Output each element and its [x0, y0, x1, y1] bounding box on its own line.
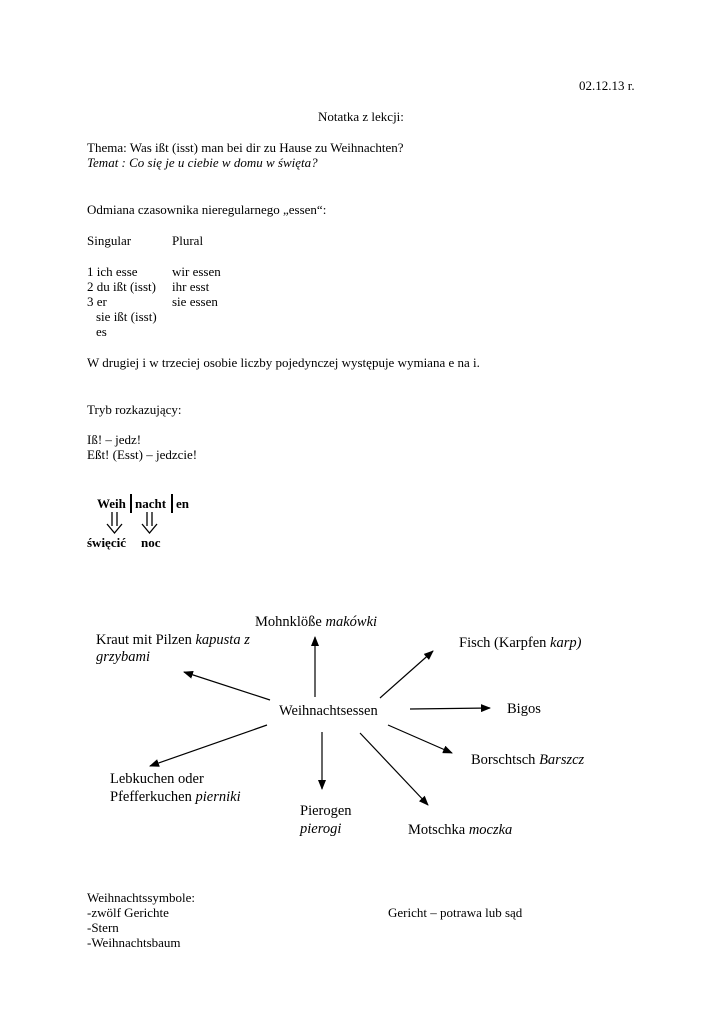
topic-polish: Temat : Co się je u ciebie w domu w święta? — [87, 155, 318, 170]
conjugation-heading: Odmiana czasownika nieregularnego „essen“: — [87, 202, 327, 217]
gericht-note: Gericht – potrawa lub sąd — [388, 905, 523, 920]
word-part-weih: Weih — [97, 496, 126, 511]
singular-row: sie ißt (isst) — [96, 309, 157, 324]
mindmap-pfefferkuchen: Pfefferkuchen pierniki — [110, 789, 241, 805]
meaning-swiecic: święcić — [87, 535, 126, 550]
mindmap-pierogi: pierogi — [300, 821, 342, 837]
arrow-bigos — [410, 708, 490, 709]
symbol-item: -Weihnachtsbaum — [87, 935, 181, 950]
mindmap-bigos: Bigos — [507, 701, 541, 717]
singular-row: 3 er — [87, 294, 107, 309]
singular-row: 1 ich esse — [87, 264, 138, 279]
meaning-noc: noc — [141, 535, 161, 550]
plural-row: ihr esst — [172, 279, 210, 294]
mindmap-mohnkloesse: Mohnklöße makówki — [255, 614, 378, 630]
singular-row: es — [96, 324, 107, 339]
imperative-line: Eßt! (Esst) – jedzcie! — [87, 447, 198, 462]
plural-header: Plural — [172, 233, 204, 248]
singular-header: Singular — [87, 233, 132, 248]
arrow-kraut — [184, 672, 270, 700]
topic-german: Thema: Was ißt (isst) man bei dir zu Hause zu Weihnachten? — [87, 140, 404, 155]
mindmap-kraut-line2: grzybami — [96, 649, 150, 665]
arrow-motschka — [360, 733, 428, 805]
mindmap-center: Weihnachtsessen — [279, 703, 378, 719]
imperative-heading: Tryb rozkazujący: — [87, 402, 182, 417]
plural-row: sie essen — [172, 294, 218, 309]
mindmap-lebkuchen: Lebkuchen oder — [110, 771, 204, 787]
arrow-borschtsch — [388, 725, 452, 753]
double-arrow-down-icon — [107, 512, 122, 533]
imperative-line: Iß! – jedz! — [87, 432, 142, 447]
mindmap-pierogen: Pierogen — [300, 803, 352, 819]
mindmap-borschtsch: Borschtsch Barszcz — [471, 752, 585, 768]
plural-row: wir essen — [172, 264, 221, 279]
mindmap-fisch: Fisch (Karpfen karp) — [459, 635, 582, 651]
double-arrow-down-icon — [142, 512, 157, 533]
mindmap-motschka: Motschka moczka — [408, 822, 513, 838]
word-part-nacht: nacht — [135, 496, 167, 511]
singular-row: 2 du ißt (isst) — [87, 279, 156, 294]
page-title: Notatka z lekcji: — [318, 109, 404, 124]
symbol-item: -zwölf Gerichte — [87, 905, 169, 920]
arrow-lebkuchen — [150, 725, 267, 766]
arrow-fisch — [380, 651, 433, 698]
mindmap-kraut: Kraut mit Pilzen kapusta z — [96, 632, 250, 648]
conjugation-note: W drugiej i w trzeciej osobie liczby pojedynczej występuje wymiana e na i. — [87, 355, 480, 370]
symbols-heading: Weihnachtssymbole: — [87, 890, 195, 905]
word-part-en: en — [176, 496, 189, 511]
symbol-item: -Stern — [87, 920, 119, 935]
date: 02.12.13 r. — [579, 78, 635, 93]
